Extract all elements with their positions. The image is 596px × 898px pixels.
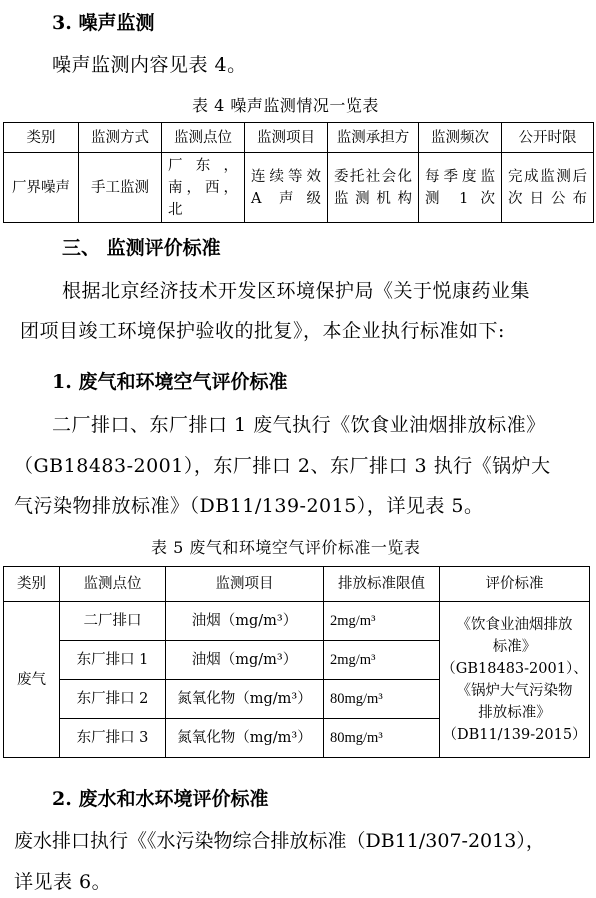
subsection-1-text-line: 气污染物排放标准》（DB11/139-2015），详见表 5。 <box>14 495 484 517</box>
table-4-header-row <box>4 123 594 153</box>
table-4-cell: 完成监测后次日公布 <box>502 153 594 223</box>
section-3-title: 3. 噪声监测 <box>52 12 155 34</box>
table-5-item: 油烟（mg/m³） <box>166 641 324 680</box>
table-5-category: 废气 <box>4 602 60 758</box>
table-5-point: 东厂排口 3 <box>60 719 166 758</box>
table-5-point: 东厂排口 2 <box>60 680 166 719</box>
standard-line: （DB11/139-2015） <box>442 726 587 743</box>
table-row <box>4 153 594 223</box>
standard-line: 标准》 <box>492 638 537 655</box>
subsection-1-text-line: 二厂排口、东厂排口 1 废气执行《饮食业油烟排放标准》 <box>52 414 546 436</box>
table-5-header-row <box>4 567 590 602</box>
table-5-point: 东厂排口 1 <box>60 641 166 680</box>
table-4-header: 公开时限 <box>502 123 594 153</box>
table-5-point: 二厂排口 <box>60 602 166 641</box>
table-5-limit: 80mg/m³ <box>324 680 440 719</box>
subsection-2-title: 2. 废水和水环境评价标准 <box>52 788 269 810</box>
table-4-cell: 连续等效 A 声级 <box>245 153 328 223</box>
table-4-header: 监测项目 <box>245 123 328 153</box>
table-row <box>4 602 590 641</box>
standard-line: （GB18483-2001）、 <box>441 660 588 677</box>
part-3-title: 三、 监测评价标准 <box>62 237 221 259</box>
table-4-header: 监测方式 <box>79 123 162 153</box>
table-4-cell: 厂东，南，西，北 <box>162 153 245 223</box>
table-5-header: 监测点位 <box>60 567 166 602</box>
subsection-2-text-line: 详见表 6。 <box>14 871 112 893</box>
table-5-header: 评价标准 <box>440 567 590 602</box>
standard-line: 排放标准》 <box>478 704 551 721</box>
table-4-header: 类别 <box>4 123 79 153</box>
table-5-header: 类别 <box>4 567 60 602</box>
standard-line: 《饮食业油烟排放 <box>456 616 573 633</box>
table-5-item: 氮氧化物（mg/m³） <box>166 680 324 719</box>
section-3-text: 噪声监测内容见表 4。 <box>52 54 247 76</box>
subsection-1-title: 1. 废气和环境空气评价标准 <box>52 371 288 393</box>
table-5-standard <box>440 602 590 758</box>
table-4-caption: 表 4 噪声监测情况一览表 <box>192 96 379 115</box>
table-4-cell: 厂界噪声 <box>4 153 79 223</box>
table-4-header: 监测点位 <box>162 123 245 153</box>
table-4-header: 监测承担方 <box>328 123 419 153</box>
table-5-limit: 2mg/m³ <box>324 641 440 680</box>
table-4-header: 监测频次 <box>419 123 502 153</box>
standard-line: 《锅炉大气污染物 <box>456 682 573 699</box>
table-5-header: 排放标准限值 <box>324 567 440 602</box>
table-5-limit: 80mg/m³ <box>324 719 440 758</box>
part-3-text-line: 根据北京经济技术开发区环境保护局《关于悦康药业集 <box>62 280 531 302</box>
table-5 <box>3 566 590 758</box>
part-3-text-line: 团项目竣工环境保护验收的批复》，本企业执行标准如下: <box>20 320 505 342</box>
table-4-cell: 每季度监测 1 次 <box>419 153 502 223</box>
table-4 <box>3 122 594 223</box>
table-5-item: 氮氧化物（mg/m³） <box>166 719 324 758</box>
table-4-cell: 手工监测 <box>79 153 162 223</box>
table-5-limit: 2mg/m³ <box>324 602 440 641</box>
subsection-2-text-line: 废水排口执行《《水污染物综合排放标准（DB11/307-2013）， <box>14 830 545 852</box>
table-5-caption: 表 5 废气和环境空气评价标准一览表 <box>151 538 421 557</box>
table-5-header: 监测项目 <box>166 567 324 602</box>
subsection-1-text-line: （GB18483-2001），东厂排口 2、东厂排口 3 执行《锅炉大 <box>14 455 551 477</box>
table-5-item: 油烟（mg/m³） <box>166 602 324 641</box>
table-4-cell: 委托社会化监测机构 <box>328 153 419 223</box>
